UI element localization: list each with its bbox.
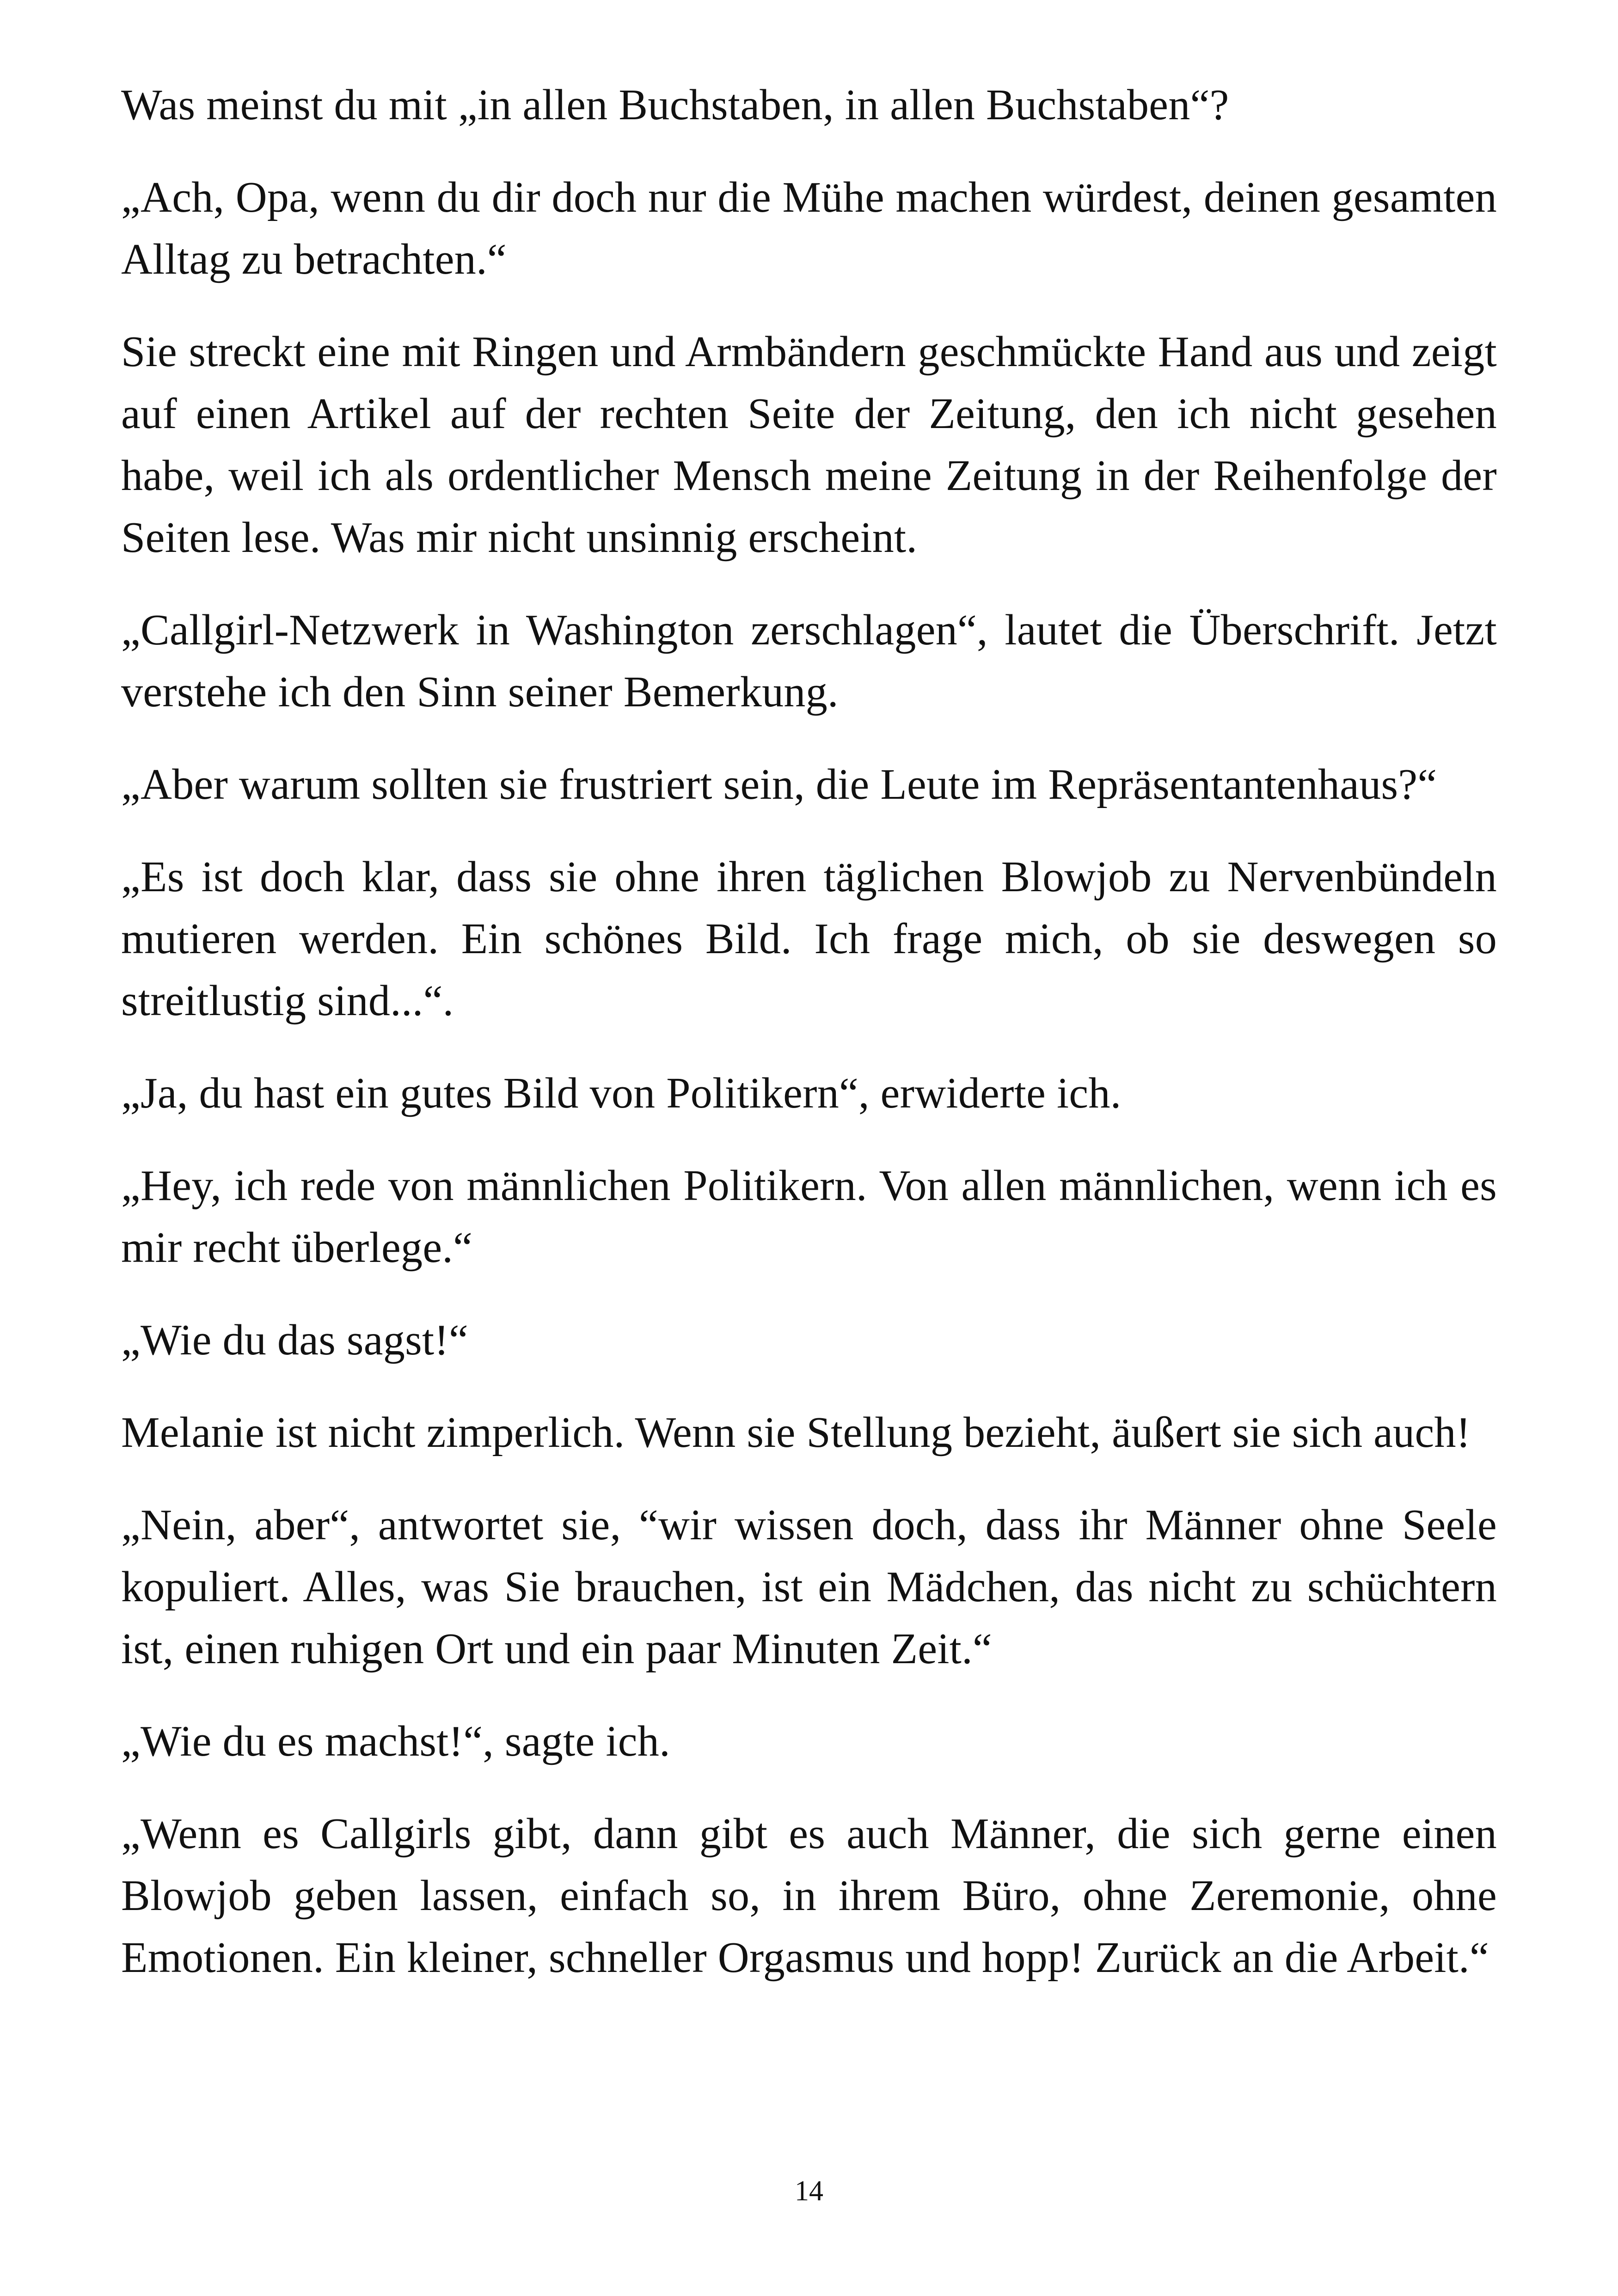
- paragraph: „Wie du das sagst!“: [121, 1316, 469, 1364]
- paragraph: „Callgirl-Netzwerk in Washington zerschlagen“, lautet die Überschrift. Jetzt verstehe ich den Sinn seiner Bemerkung.: [121, 606, 1497, 716]
- page-body-text: [121, 74, 1497, 2019]
- paragraph: Melanie ist nicht zimperlich. Wenn sie Stellung bezieht, äußert sie sich auch!: [121, 1408, 1471, 1457]
- paragraph: „Ja, du hast ein gutes Bild von Politikern“, erwiderte ich.: [121, 1069, 1122, 1117]
- paragraph: „Wenn es Callgirls gibt, dann gibt es auch Männer, die sich gerne einen Blowjob geben lassen, einfach so, in ihrem Büro, ohne Zeremonie, ohne Emotionen. Ein kleiner, schneller Orgasmus und hopp! Zurück an die Arbeit.“: [121, 1810, 1497, 1982]
- paragraph: „Hey, ich rede von männlichen Politikern. Von allen männlichen, wenn ich es mir recht überlege.“: [121, 1162, 1497, 1272]
- paragraph: Sie streckt eine mit Ringen und Armbändern geschmückte Hand aus und zeigt auf einen Artikel auf der rechten Seite der Zeitung, den ich nicht gesehen habe, weil ich als ordentlicher Mensch meine Zeitung in der Reihenfolge der Seiten lese. Was mir nicht unsinnig erscheint.: [121, 328, 1497, 562]
- paragraph: „Es ist doch klar, dass sie ohne ihren täglichen Blowjob zu Nervenbündeln mutieren werden. Ein schönes Bild. Ich frage mich, ob sie deswegen so streitlustig sind...“.: [121, 853, 1497, 1025]
- page-number: 14: [795, 2175, 823, 2207]
- paragraph: Was meinst du mit „in allen Buchstaben, in allen Buchstaben“?: [121, 81, 1229, 129]
- paragraph: „Nein, aber“, antwortet sie, “wir wissen doch, dass ihr Männer ohne Seele kopuliert. Alles, was Sie brauchen, ist ein Mädchen, das nicht zu schüchtern ist, einen ruhigen Ort und ein paar Minuten Zeit.“: [121, 1501, 1497, 1673]
- paragraph: „Aber warum sollten sie frustriert sein, die Leute im Repräsentantenhaus?“: [121, 760, 1437, 808]
- paragraph: „Ach, Opa, wenn du dir doch nur die Mühe machen würdest, deinen gesamten Alltag zu betrachten.“: [121, 173, 1497, 283]
- paragraph: „Wie du es machst!“, sagte ich.: [121, 1717, 670, 1765]
